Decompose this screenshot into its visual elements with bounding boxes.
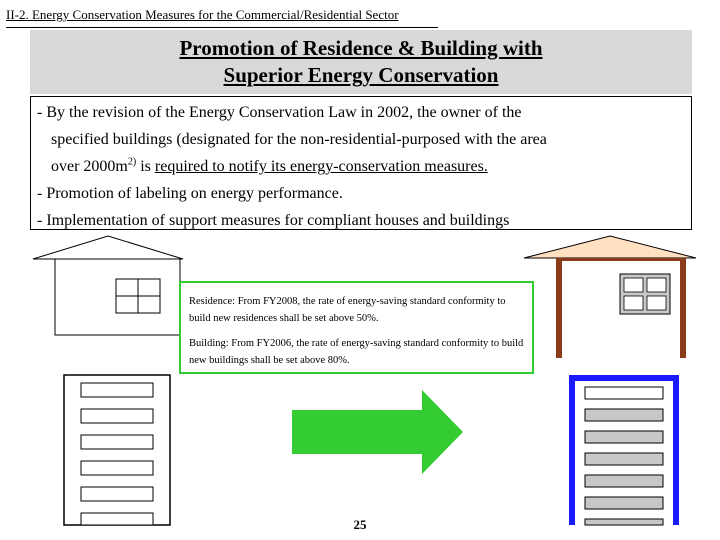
new-house-icon <box>524 236 696 358</box>
bullet-law-revision-text-2: specified buildings (designated for the non-residential-purposed with the area <box>51 131 547 148</box>
building-target: Building: From FY2006, the rate of energy-saving standard conformity to build new buildings shall be set above 80%. <box>189 338 524 366</box>
bullet-notify-text: required to notify its energy-conservation measures. <box>154 158 488 175</box>
new-building-icon <box>569 375 679 525</box>
bullet-labeling: - Promotion of labeling on energy performance. <box>37 185 343 202</box>
bullet-is-text: is <box>136 158 155 175</box>
slide-title-line-2: Superior Energy Conservation <box>223 63 499 87</box>
page-number: 25 <box>353 517 367 532</box>
residence-target: Residence: From FY2008, the rate of energy-saving standard conformity to build new residences shall be set above 50%. <box>189 296 506 324</box>
bullet-support-measures: - Implementation of support measures for compliant houses and buildings <box>37 212 510 229</box>
targets-box <box>179 281 534 374</box>
slide-title-line-1: Promotion of Residence & Building with <box>179 36 543 60</box>
bullet-area-superscript: 2) <box>127 156 137 168</box>
bullet-area-text: over 2000m <box>51 158 128 175</box>
old-building-icon <box>64 375 170 525</box>
section-header: II-2. Energy Conservation Measures for the Commercial/Residential Sector <box>6 6 438 28</box>
old-house-icon <box>33 236 183 335</box>
right-arrow-icon <box>292 390 463 474</box>
bullet-law-revision-line-1: - By the revision of the Energy Conservation Law in 2002, the owner of the <box>37 104 522 121</box>
